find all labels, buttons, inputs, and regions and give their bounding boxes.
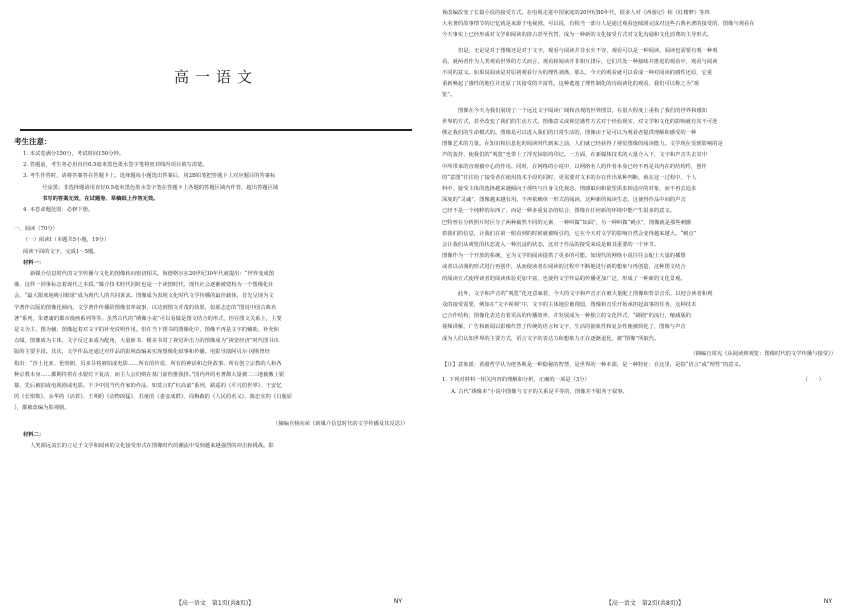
notice-list xyxy=(14,149,418,216)
section-heading: 一、阅读（70分） xyxy=(14,226,58,233)
text-line: 着我们的信息，让我们在第一眼看到的时候就被吸引的，它在今天对文学的影响自然会变得越来越大。“刺点” xyxy=(442,230,697,237)
text-line: 会让我们从观览的状态进入一种沉浸的状态，这对于作品的接受来说是极其重要的一个环节。 xyxy=(442,242,660,249)
material1-source: （摘编自杨向荣《新媒介信息时代的文学传播及其反思》） xyxy=(272,420,408,427)
text-line: 图像艺术的力量。在知识和信息化的阅读时代到来之前，人们就已经获得了视觉图像的阅读能力。文学现在受到影响的是 xyxy=(442,141,723,148)
paragraph xyxy=(442,46,846,102)
text-line: 众的接受需要，例如在“文字视频”中，文字的主体地位被削弱，图像和音乐开始承担起叙事的任务，这种技术 xyxy=(442,302,697,309)
text-line: 世界的方式，甚至改变了我们的生活方式。图像意义或视觉感性方式对于经验现实，对文学和文化的影响就有其不可逆 xyxy=(442,118,718,125)
text-line: 已合作结构，图像化表达有着更高的传播效率，并发展成为一种独立的文化样式，“刷剧”的流行，缩减版的 xyxy=(442,313,692,320)
text-line: 重新唤起了感性的地位并还原了其接受的丰富性。这种逃逸了理性制化的诗阅读化的观看，我们可以称之为“观 xyxy=(442,81,699,88)
text-line: 新媒介信息时代的文学传播与文化的图像转向密切相关。海德格尔在20世纪30年代就提出：“世界变成图 xyxy=(30,271,274,278)
text-line: 指出：“莎士比亚、伦勃朗、贝多芬将被拍成电影……所有的传说、所有的神话和志怪故事、所有创立宗教的人和各 xyxy=(14,360,282,367)
text-line: 人类源远流长的立足于文学和阅读的文化接受形式在图像时代的潮流中受到越来越强烈的冲击和挑战。影 xyxy=(30,443,274,450)
text-line: 的阅读方式使得读者的阅读体验更加丰富，也使得文学作品的传播更加广泛，形成了一种新的文化景观。 xyxy=(442,275,686,282)
footer-page-info: 【高一语文 第2页(共8页)】 xyxy=(605,600,685,607)
text-line: 会，“最大限度地吸引眼球”成为现代人的共同诉求。图像成为表现文化时代文学传播的最佳载体，首先呈现为文 xyxy=(14,293,274,300)
page-right xyxy=(430,0,860,608)
text-line: 的《长恨歌》、余华的《活着》、王朔的《动物凶猛》、苏童的《妻妾成群》、周梅森的《人民的名义》、陈忠实的《白鹿原 xyxy=(14,394,293,401)
material2-source: （摘编自周宪《从阅读到观览：图像时代的文学传播与接受》） xyxy=(690,350,836,357)
text-line: 视频讲解，广告和新闻以影像代替了传统的语言和文字，生活的抽象性和复杂性便被简化了，图像与声音 xyxy=(442,324,686,331)
text-line: 料中，接受主体的选择越来越倾向于那些与自身文化观念，情感取向和欲望需求相适应的对象，而不再去追求 xyxy=(442,186,697,193)
footer-code: NY xyxy=(823,598,832,605)
footer-code: NY xyxy=(393,598,402,605)
text-line: 大名著的故事情节的记忆就是来源于电视剧。可以说，有相当一部分人是通过观看连续剧完成对这些古典名著的接受的，图像与观看在 xyxy=(442,21,755,28)
text-line: 但是，无论是对于图像还是对于文字，观看与阅读并非水火不容，观看可以是一种阅读，阅读也需要有观一种观 xyxy=(458,47,718,54)
text-line: 图像作为一个开放的系统，它为文学的阅读提供了更多的可能。如现代的网络小说往往会配上大量的插图 xyxy=(442,253,686,260)
text-line: 深度的“灵魂”，图像越来越有用。不再依赖单一形式的阅读，这种新的阅读生态，这使得作品中间的声音 xyxy=(442,197,686,204)
text-line: 或者以动漫的形式进行再创作，从而使读者在阅读的过程中不断地进行新的想象与再创造，这种图文结合 xyxy=(442,264,686,271)
question-1-option-a: A. 古代“绣像本”小说中图像与文字的关系是平等的，图像并不服务于叙事。 xyxy=(451,388,628,395)
paragraph xyxy=(442,106,846,285)
text-line: 版的主要手段。其次，文学作品还通过对作品的影视改编来实现图像化叙事和传播。电影导演阿贝尔·冈斯曾经 xyxy=(14,349,270,356)
material2-label: 材料二： xyxy=(23,431,45,438)
text-line: 种宗教本身……都期待着在水银灯下复活，而主人公们则在墓门前你推我挤。”国内外的名著都大量被二三地被搬上银 xyxy=(14,371,285,378)
text-line: 图像在今天为我们展现了一个远比文字阅读广阔和直观的世界图景，在很大程度上重构了我们的世界和感知 xyxy=(458,107,707,114)
answer-blank: （ ） xyxy=(802,377,824,384)
text-line: 此外，文字和声音的“观览”化还意味着，今天的文字和声音正在被大量配上图像和背景音乐，以迎合读者和观 xyxy=(458,290,713,297)
text-line: 成为人们认知世界的主要方式，语言文字的表达力和想象力正在逐渐退化，被“图像”所取代。 xyxy=(442,335,660,342)
continued-text xyxy=(442,8,846,42)
text-line: 览”。 xyxy=(442,92,456,99)
notice-item: 4. 本卷命题范围：必修下册。 xyxy=(23,207,94,214)
notice-item: 2. 答题前，考生务必用直径0.5毫米黑色墨水签字笔将密封线内项目填写清楚。 xyxy=(23,162,208,169)
text-line: 著”系列，朱德庸的都市漫画系列等等。虽然古代的“绣像小说”可以看做是图文结合的形式，但在图文关系上，主要 xyxy=(14,315,282,322)
paragraph xyxy=(442,289,846,345)
title-divider xyxy=(20,129,412,131)
subsection-heading: （一）阅读Ⅰ（本题共5小题，19分） xyxy=(23,237,110,244)
material1-label: 材料一： xyxy=(23,259,45,266)
notice-item: 3. 考生作答时，请将答案答在答题卡上。选择题每小题选出答案后，用2B铅笔把答题卡上对应题目的答案标 xyxy=(23,173,276,180)
notice-item: 1. 本试卷满分150分，考试时间150分钟。 xyxy=(23,151,125,157)
text-line: 视改编改变了长篇小说的接受方式。在电视走进中国家庭的20世纪80年代，很多人对《西游记》和《红楼梦》等四 xyxy=(442,10,710,16)
text-line: 像，这样一回事标志着现代之本质。”媒介技术时代同时也是一个读图时代，现代社会逐渐被建构为一个图像化社 xyxy=(14,282,274,289)
text-line: 绑定我们的生命模式的。图像是可以进入我们的日常生活的，图像由于是可以为观看者提供理解和感受的一种 xyxy=(442,130,697,137)
text-line: 中所带来的直观被中心的作用。同时，在网络的小说中，以网络名人的作者本身已经不再是其内在的结构性，创作 xyxy=(442,163,707,170)
text-line: 的“意图”往往给了接受者在使用技术手段的同时，更需要对文本的存在作出某种判断，就在这一过程中，个人 xyxy=(442,174,697,181)
notice-item: 书写的答案无效，在试题卷、草稿纸上作答无效。 xyxy=(42,195,159,202)
material1-text xyxy=(14,269,418,415)
text-line: 不同的意义。如果说阅读是对原初观看行为的理性剥离，那么，今天的观看就可以看成一种对阅读的感性还原，它重 xyxy=(442,70,713,77)
text-line: 》，都被改编为影视剧。 xyxy=(14,405,70,412)
instruction: 阅读下面的文字，完成1～5题。 xyxy=(23,248,99,255)
notice-title: 考生注意： xyxy=(14,137,52,146)
footnote: 【注】意象派：希腊哲学认为逻各斯是一种隐秘的智慧，是世界的一种本源，是一种特征；在这里，是指“语言”或“理性”的意义。 xyxy=(442,362,745,369)
text-line: 声的轰炸，使我们的“观览”也带上了浮光掠影的印记。一方面，在新媒体技术的大量介入下，文字和声音失去其中 xyxy=(442,152,707,159)
text-line: 看。就两者作为人类观看世界的方式而言，观看和阅读并非相互排斥，它们共处一种接续并推进的观看中，观看与阅读 xyxy=(442,58,718,65)
text-line: 已经不是一个纯粹的东西了，而是一种多重复杂的综合，图像在任何新的环境中能产生很多的意义。 xyxy=(442,208,676,215)
text-line: 巴特曾在分析照片时区分了两种截然不同的元素，一种叫做“知面”，另一种叫做“刺点”，图像就是那些刺激 xyxy=(442,219,692,226)
notice-item: 号涂黑；非选择题请用直径0.5毫米黑色墨水签字笔在答题卡上各题的答题区域内作答，超出答题区域 xyxy=(42,184,279,191)
question-1 xyxy=(442,375,846,386)
text-line: 学著作以版的图像化倾向。文学著作传播阶图像表率叙事，以达到图文并茂的效果，如那志忠的“图说中国古典名 xyxy=(14,304,277,311)
page-title: 高一语文 xyxy=(173,68,258,86)
text-line: 幕，先后被拍成电视剧或电影。不少中国当代作家的作品，如莫言的“红高粱”系列、路遥的《平凡的世界》、王安忆 xyxy=(14,383,282,390)
text-line: 点缀，图像成为主体，文字反过来成为配角，大量新书、精美书常了视觉冲击力的图像成为“视觉经济”时代图书出 xyxy=(14,338,279,345)
footer-page-info: 【高一语文 第1页(共8页)】 xyxy=(175,600,255,607)
question-1-stem: 1. 下列对材料一相关内容的理解和分析，正确的一项是（3分） xyxy=(442,377,590,384)
text-line: 是文为主，图为辅，图像起着对文字的补充说明作用。但在当下图书的图像化中，图像不再是文字的辅助，补充和 xyxy=(14,327,279,334)
text-line: 今天事实上已经形成对文学和阅读的挤占甚至代替，成为一种新的文化接受方式对文化沟通和文化消费的主导形式。 xyxy=(442,32,713,39)
